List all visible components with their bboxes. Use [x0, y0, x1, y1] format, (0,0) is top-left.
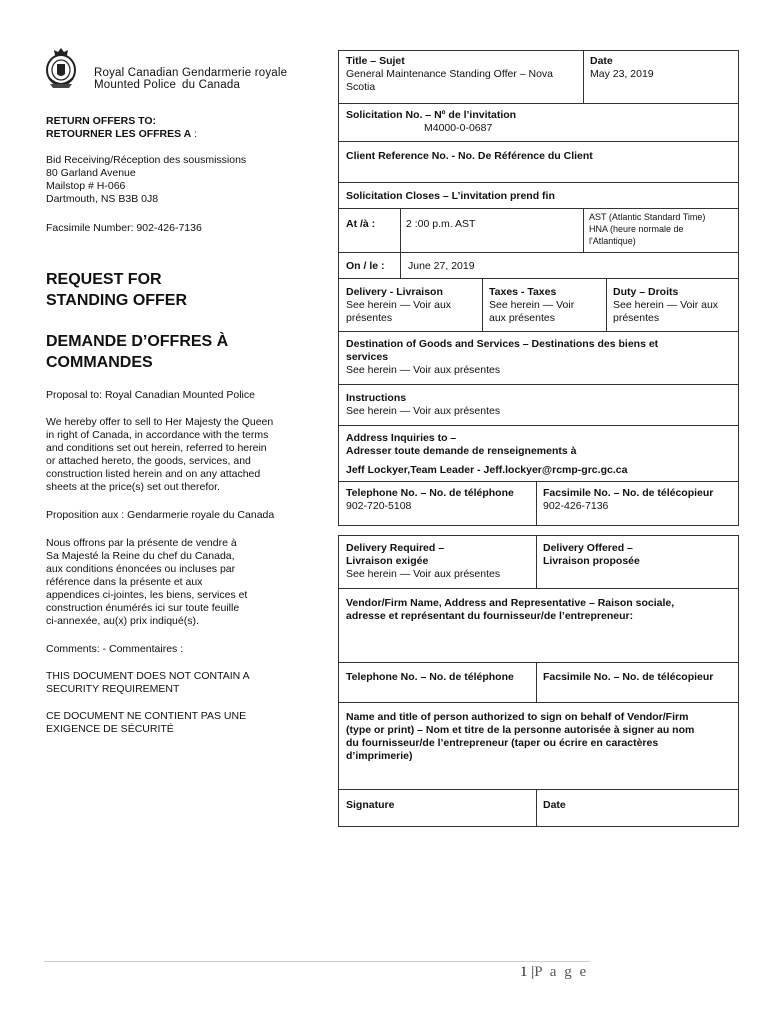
divider: [338, 141, 739, 142]
divider: [482, 278, 483, 331]
security-fr-line: CE DOCUMENT NE CONTIENT PAS UNE: [46, 710, 247, 722]
page-number-value: 1: [520, 964, 528, 980]
phone-field: [346, 487, 514, 513]
offer-fr-line: ci-annexée, au(x) prix indiqué(s).: [46, 615, 199, 627]
offer-en-line: We hereby offer to sell to Her Majesty the Queen: [46, 416, 274, 428]
signature-date-label: Date: [543, 799, 566, 811]
vendor-phone-label: Telephone No. – No. de téléphone: [346, 671, 514, 683]
security-en: [46, 670, 296, 696]
divider: [338, 208, 739, 209]
proposal-en: Proposal to: Royal Canadian Mounted Police: [46, 389, 255, 401]
duty-value: présentes: [613, 312, 660, 324]
security-en-line: SECURITY REQUIREMENT: [46, 683, 180, 695]
timezone-line: AST (Atlantic Standard Time): [589, 212, 706, 222]
divider: [536, 535, 537, 588]
delivery-offered-label: Delivery Offered –: [543, 542, 633, 554]
delivery-value: présentes: [346, 312, 393, 324]
phone-value: 902-720-5108: [346, 500, 412, 512]
proposal-fr: Proposition aux : Gendarmerie royale du Canada: [46, 509, 275, 521]
offer-fr: [46, 537, 296, 628]
heading-fr-line: COMMANDES: [46, 354, 153, 371]
delivery-value: See herein — Voir aux: [346, 299, 452, 311]
page-separator: |: [531, 964, 535, 980]
title-value: Scotia: [346, 81, 376, 93]
logo-fr-line1: Gendarmerie royale: [182, 67, 288, 79]
at-label: At /à :: [346, 218, 376, 230]
logo-fr: [182, 67, 287, 91]
address-line: 80 Garland Avenue: [46, 167, 136, 179]
timezone-line: l'Atlantique): [589, 236, 636, 246]
divider: [583, 208, 584, 252]
delivery-required-value: See herein — Voir aux présentes: [346, 568, 501, 580]
duty-field: [613, 286, 718, 325]
offer-en: [46, 416, 296, 494]
phone-label: Telephone No. – No. de téléphone: [346, 487, 514, 499]
divider: [338, 182, 739, 183]
timezone-value: [589, 211, 705, 247]
offer-fr-line: Nous offrons par la présente de vendre à: [46, 537, 237, 549]
divider: [400, 208, 401, 278]
divider: [536, 662, 537, 702]
divider: [338, 481, 739, 482]
offer-fr-line: référence dans la présente et aux: [46, 576, 203, 588]
address-line: Bid Receiving/Réception des sousmissions: [46, 154, 247, 166]
title-field: [346, 55, 578, 94]
taxes-field: [489, 286, 574, 325]
offer-en-line: and conditions set out herein, referred to herein: [46, 442, 267, 454]
delivery-offered-field: [543, 542, 640, 568]
vendor-label: adresse et représentant du fournisseur/de l’entrepreneur:: [346, 610, 634, 622]
offer-fr-line: construction énumérés ici sur toute feuille: [46, 602, 240, 614]
destination-label: services: [346, 351, 389, 363]
delivery-required-label: Delivery Required –: [346, 542, 445, 554]
divider: [338, 789, 739, 790]
fax-value: 902-426-7136: [543, 500, 609, 512]
date-field: [590, 55, 654, 81]
authorized-label: Name and title of person authorized to sign on behalf of Vendor/Firm: [346, 711, 689, 723]
logo-en-line2: Mounted Police: [94, 79, 177, 91]
inquiries-value: Jeff Lockyer,Team Leader - Jeff.lockyer@rcmp-grc.gc.ca: [346, 464, 628, 476]
taxes-value: aux présentes: [489, 312, 555, 324]
divider: [606, 278, 607, 331]
page-number: [520, 964, 588, 981]
delivery-field: [346, 286, 451, 325]
delivery-offered-label: Livraison proposée: [543, 555, 640, 567]
offer-fr-line: aux conditions énoncées ou incluses par: [46, 563, 236, 575]
closes-label: Solicitation Closes – L’invitation prend fin: [346, 190, 555, 202]
solicitation-value: M4000-0-0687: [424, 122, 493, 134]
instructions-label: Instructions: [346, 392, 407, 404]
offer-fr-line: appendices ci-jointes, les biens, services et: [46, 589, 248, 601]
comments: Comments: - Commentaires :: [46, 643, 184, 655]
divider: [338, 662, 739, 663]
divider: [338, 588, 739, 589]
duty-value: See herein — Voir aux: [613, 299, 719, 311]
client-ref-label: Client Reference No. - No. De Référence du Client: [346, 150, 593, 162]
heading-en-line: REQUEST FOR: [46, 271, 162, 288]
inquiries-field: [346, 432, 627, 477]
offer-en-line: sheets at the price(s) set out therefor.: [46, 481, 220, 493]
at-value: 2 :00 p.m. AST: [406, 218, 476, 230]
vendor-field: [346, 597, 734, 623]
authorized-label: d’imprimerie): [346, 750, 413, 762]
logo-fr-line2: du Canada: [182, 79, 241, 91]
offer-fr-line: Sa Majesté la Reine du chef du Canada,: [46, 550, 235, 562]
offer-en-line: in right of Canada, in accordance with the terms: [46, 429, 269, 441]
inquiries-label: Adresser toute demande de renseignements à: [346, 445, 577, 457]
page-word: P a g e: [534, 964, 589, 980]
signature-label: Signature: [346, 799, 395, 811]
delivery-label: Delivery - Livraison: [346, 286, 443, 298]
logo-en: [94, 67, 179, 91]
divider: [583, 50, 584, 103]
security-fr-line: EXIGENCE DE SÉCURITÉ: [46, 723, 174, 735]
return-offers: [46, 115, 296, 141]
heading-en: [46, 269, 187, 311]
vendor-label: Vendor/Firm Name, Address and Representative – Raison sociale,: [346, 597, 675, 609]
duty-label: Duty – Droits: [613, 286, 679, 298]
security-fr: [46, 710, 296, 736]
return-offers-fr: RETOURNER LES OFFRES A :: [46, 128, 198, 140]
footer-rule: [44, 961, 590, 962]
destination-value: See herein — Voir aux présentes: [346, 364, 501, 376]
date-value: May 23, 2019: [590, 68, 654, 80]
logo-en-line1: Royal Canadian: [94, 67, 179, 79]
taxes-label: Taxes - Taxes: [489, 286, 557, 298]
divider: [338, 103, 739, 104]
divider: [338, 252, 739, 253]
address-line: Mailstop # H-066: [46, 180, 126, 192]
vendor-fax-label: Facsimile No. – No. de télécopieur: [543, 671, 714, 683]
on-value: June 27, 2019: [408, 260, 475, 272]
rcmp-crest-icon: [44, 46, 78, 90]
fax-number: Facsimile Number: 902-426-7136: [46, 222, 202, 234]
timezone-line: HNA (heure normale de: [589, 224, 684, 234]
fax-field: [543, 487, 713, 513]
title-value: General Maintenance Standing Offer – Nova: [346, 68, 554, 80]
divider: [338, 702, 739, 703]
inquiries-label: Address Inquiries to –: [346, 432, 457, 444]
return-address: [46, 154, 296, 206]
offer-en-line: or attached hereto, the goods, services, and: [46, 455, 251, 467]
fax-label: Facsimile No. – No. de télécopieur: [543, 487, 714, 499]
solicitation-field: [346, 109, 516, 135]
on-label: On / le :: [346, 260, 385, 272]
divider: [338, 384, 739, 385]
offer-en-line: construction listed herein and on any attached: [46, 468, 261, 480]
authorized-field: [346, 711, 734, 763]
heading-fr: [46, 331, 228, 373]
authorized-label: du fournisseur/de l’entrepreneur (taper ou écrire en caractères: [346, 737, 659, 749]
divider: [338, 278, 739, 279]
divider: [536, 481, 537, 526]
divider: [338, 331, 739, 332]
delivery-required-field: [346, 542, 500, 581]
authorized-label: (type or print) – Nom et titre de la personne autorisée à signer au nom: [346, 724, 695, 736]
instructions-value: See herein — Voir aux présentes: [346, 405, 501, 417]
security-en-line: THIS DOCUMENT DOES NOT CONTAIN A: [46, 670, 250, 682]
destination-field: [346, 338, 732, 377]
delivery-required-label: Livraison exigée: [346, 555, 429, 567]
date-label: Date: [590, 55, 613, 67]
divider: [338, 425, 739, 426]
instructions-field: [346, 392, 500, 418]
solicitation-label: Solicitation No. – Nº de l’invitation: [346, 109, 517, 121]
address-line: Dartmouth, NS B3B 0J8: [46, 193, 159, 205]
return-offers-en: RETURN OFFERS TO:: [46, 115, 157, 127]
title-label: Title – Sujet: [346, 55, 405, 67]
divider: [536, 789, 537, 827]
destination-label: Destination of Goods and Services – Destinations des biens et: [346, 338, 659, 350]
heading-en-line: STANDING OFFER: [46, 292, 188, 309]
taxes-value: See herein — Voir: [489, 299, 575, 311]
heading-fr-line: DEMANDE D’OFFRES À: [46, 333, 229, 350]
